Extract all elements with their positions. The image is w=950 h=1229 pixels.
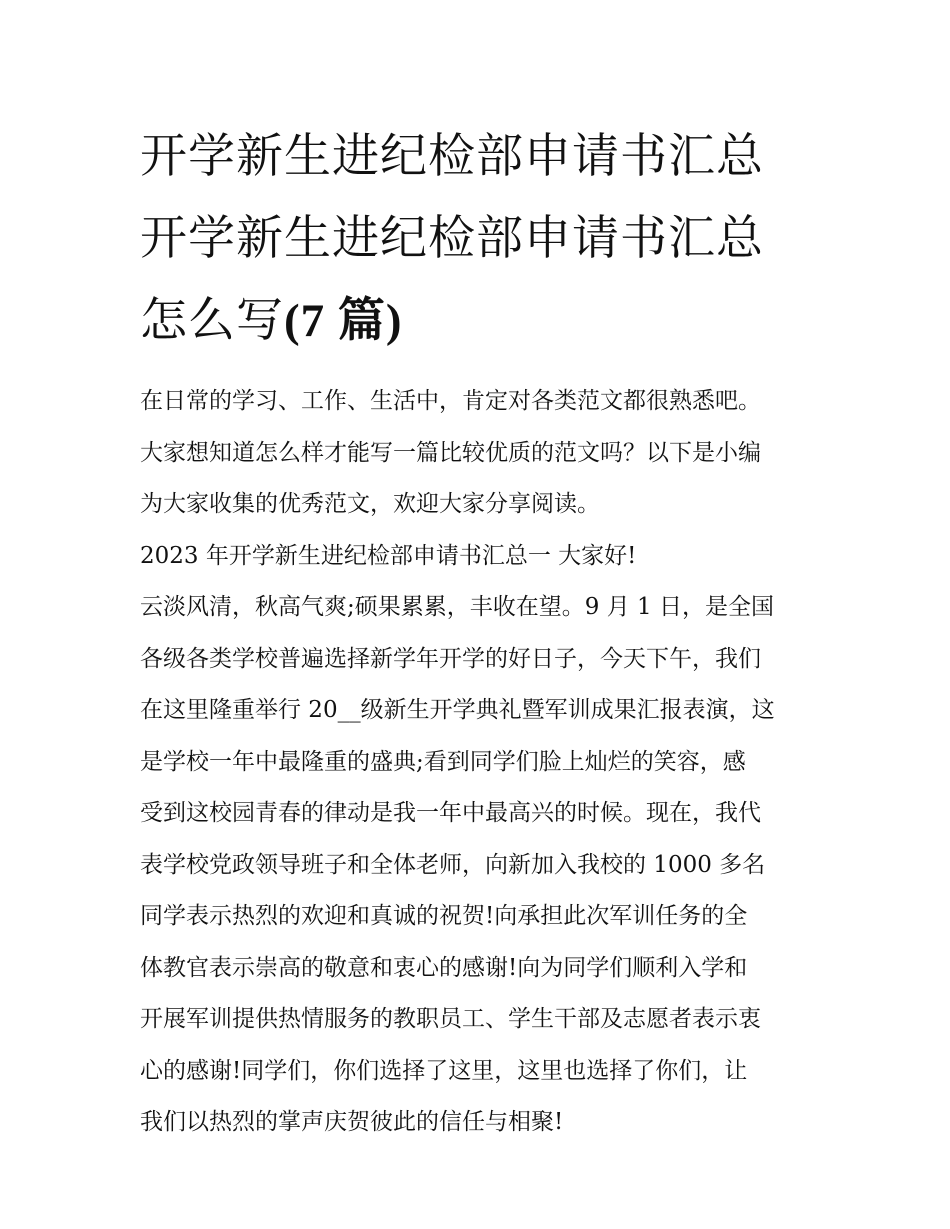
- speech-line: 同学表示热烈的欢迎和真诚的祝贺!向承担此次军训任务的全: [140, 903, 748, 929]
- intro-paragraph: [140, 376, 820, 531]
- speech-paragraph: [140, 582, 820, 1149]
- speech-line: 在这里隆重举行 20__级新生开学典礼暨军训成果汇报表演，这: [140, 697, 775, 723]
- speech-line: 是学校一年中最隆重的盛典;看到同学们脸上灿烂的笑容，感: [140, 748, 746, 775]
- intro-line: 为大家收集的优秀范文，欢迎大家分享阅读。: [140, 491, 600, 517]
- section-heading: 2023 年开学新生进纪检部申请书汇总一 大家好!: [140, 542, 637, 569]
- speech-line: 心的感谢!同学们，你们选择了这里，这里也选择了你们，让: [140, 1057, 748, 1084]
- document-body: [140, 376, 820, 1149]
- speech-line: 受到这校园青春的律动是我一年中最高兴的时候。现在，我代: [140, 800, 761, 826]
- speech-line: 我们以热烈的掌声庆贺彼此的信任与相聚!: [140, 1109, 564, 1135]
- title-line-1: 开学新生进纪检部申请书汇总: [140, 129, 764, 184]
- speech-line: 云淡风清，秋高气爽;硕果累累，丰收在望。9 月 1 日，是全国: [140, 594, 774, 620]
- speech-line: 开展军训提供热情服务的教职员工、学生干部及志愿者表示衷: [140, 1006, 761, 1032]
- speech-line: 体教官表示崇高的敬意和衷心的感谢!向为同学们顺利入学和: [140, 954, 748, 981]
- title-line-2: 开学新生进纪检部申请书汇总: [140, 211, 764, 266]
- intro-line: 大家想知道怎么样才能写一篇比较优质的范文吗？以下是小编: [140, 439, 761, 466]
- intro-line: 在日常的学习、工作、生活中，肯定对各类范文都很熟悉吧。: [140, 388, 761, 414]
- document-page: [140, 116, 820, 1149]
- title-line-3: [140, 280, 820, 362]
- speech-line: 表学校党政领导班子和全体老师，向新加入我校的 1000 多名: [140, 851, 766, 878]
- speech-line: 各级各类学校普遍选择新学年开学的好日子，今天下午，我们: [140, 645, 761, 672]
- document-title: [140, 116, 820, 362]
- title-count: (7 篇): [284, 295, 403, 347]
- title-line-3-text: 怎么写: [140, 293, 284, 348]
